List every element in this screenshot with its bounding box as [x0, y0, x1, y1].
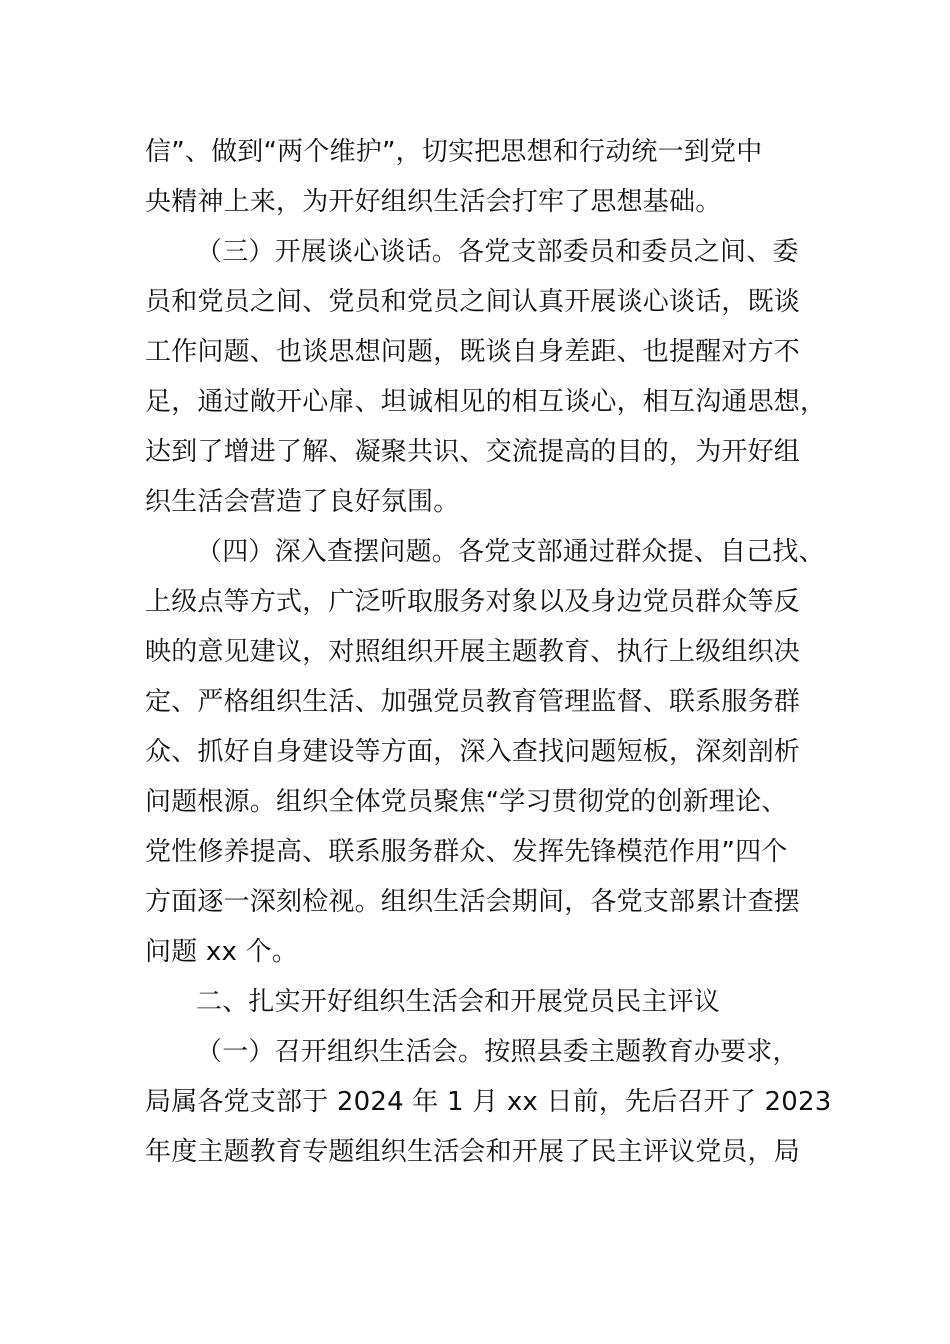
- text-line: 问题 xx 个。: [145, 937, 298, 967]
- section-heading: 二、扎实开好组织生活会和开展党员民主评议: [196, 987, 721, 1017]
- text-line: 方面逐一深刻检视。组织生活会期间，各党支部累计查摆: [145, 887, 801, 917]
- text-line: 员和党员之间、党员和党员之间认真开展谈心谈话，既谈: [145, 287, 801, 317]
- text-line: （四）深入查摆问题。各党支部通过群众提、自己找、: [196, 537, 825, 567]
- text-line: 信”、做到“两个维护”，切实把思想和行动统一到党中: [145, 137, 763, 167]
- text-line: 众、抓好自身建设等方面，深入查找问题短板，深刻剖析: [145, 737, 801, 767]
- text-line: 达到了增进了解、凝聚共识、交流提高的目的，为开好组: [145, 437, 801, 467]
- text-line: 党性修养提高、联系服务群众、发挥先锋模范作用”四个: [145, 837, 788, 867]
- text-line: 上级点等方式，广泛听取服务对象以及身边党员群众等反: [145, 587, 801, 617]
- text-line: 工作问题、也谈思想问题，既谈自身差距、也提醒对方不: [145, 337, 801, 367]
- text-line: 问题根源。组织全体党员聚焦“学习贯彻党的创新理论、: [145, 787, 788, 817]
- text-line: （一）召开组织生活会。按照县委主题教育办要求，: [196, 1037, 799, 1067]
- text-line: 央精神上来，为开好组织生活会打牢了思想基础。: [145, 187, 722, 217]
- text-line: 年度主题教育专题组织生活会和开展了民主评议党员，局: [145, 1137, 801, 1167]
- text-line: 定、严格组织生活、加强党员教育管理监督、联系服务群: [145, 687, 801, 717]
- text-line: 局属各党支部于 2024 年 1 月 xx 日前，先后召开了 2023: [145, 1087, 832, 1117]
- text-line: 足，通过敞开心扉、坦诚相见的相互谈心，相互沟通思想，: [145, 387, 827, 417]
- text-line: 织生活会营造了良好氛围。: [145, 487, 460, 517]
- text-line: 映的意见建议，对照组织开展主题教育、执行上级组织决: [145, 637, 801, 667]
- text-line: （三）开展谈心谈话。各党支部委员和委员之间、委: [196, 237, 799, 267]
